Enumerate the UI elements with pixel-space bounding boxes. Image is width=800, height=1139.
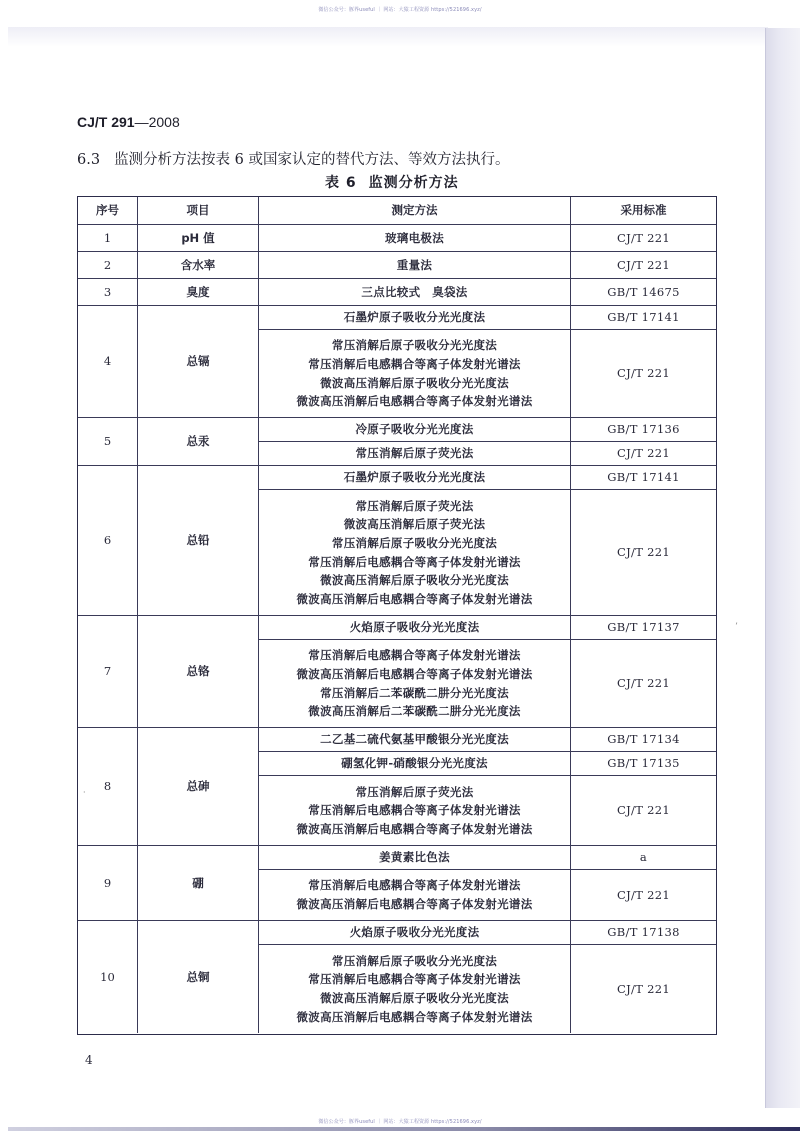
standard-cell: CJ/T 221 bbox=[571, 640, 716, 728]
row-number-cell: 8 bbox=[78, 728, 138, 846]
method-line: 微波高压消解后原子荧光法 bbox=[343, 517, 486, 532]
method-cell bbox=[259, 442, 571, 466]
method-line: 二乙基二硫代氨基甲酸银分光光度法 bbox=[320, 732, 509, 747]
header-standard: 采用标准 bbox=[571, 197, 716, 225]
method-line: 玻璃电极法 bbox=[385, 230, 444, 245]
method-line: 常压消解后原子吸收分光光度法 bbox=[331, 535, 498, 550]
table-caption bbox=[325, 172, 459, 192]
standard-cell: GB/T 17136 bbox=[571, 418, 716, 442]
row-item-cell: pH 值 bbox=[138, 225, 259, 252]
method-line: 微波高压消解后二苯碳酰二肼分光光度法 bbox=[308, 704, 521, 719]
method-line: 三点比较式 臭袋法 bbox=[361, 284, 468, 299]
method-line: 常压消解后电感耦合等离子体发射光谱法 bbox=[308, 972, 521, 987]
row-item-cell: 臭度 bbox=[138, 279, 259, 306]
method-line: 微波高压消解后电感耦合等离子体发射光谱法 bbox=[296, 394, 533, 409]
method-line: 常压消解后电感耦合等离子体发射光谱法 bbox=[308, 554, 521, 569]
standard-cell: GB/T 17141 bbox=[571, 466, 716, 490]
clause-number: 6.3 bbox=[77, 152, 101, 168]
scan-page-edge-bottom bbox=[8, 1127, 800, 1131]
method-line: 常压消解后电感耦合等离子体发射光谱法 bbox=[308, 356, 521, 371]
method-cell bbox=[259, 490, 571, 616]
row-item-cell: 总砷 bbox=[138, 728, 259, 846]
row-item-cell: 总铜 bbox=[138, 921, 259, 1033]
row-item-cell: 总镉 bbox=[138, 306, 259, 418]
row-number-cell: 10 bbox=[78, 921, 138, 1033]
method-line: 微波高压消解后原子吸收分光光度法 bbox=[320, 573, 509, 588]
method-line: 常压消解后原子吸收分光光度法 bbox=[331, 953, 498, 968]
standard-cell: GB/T 17138 bbox=[571, 921, 716, 945]
method-line: 微波高压消解后电感耦合等离子体发射光谱法 bbox=[296, 666, 533, 681]
standard-cell: CJ/T 221 bbox=[571, 225, 716, 252]
method-cell bbox=[259, 945, 571, 1033]
method-line: 微波高压消解后电感耦合等离子体发射光谱法 bbox=[296, 897, 533, 911]
method-line: 重量法 bbox=[396, 257, 433, 272]
method-cell bbox=[259, 776, 571, 846]
method-cell bbox=[259, 418, 571, 442]
row-number-cell: 2 bbox=[78, 252, 138, 279]
row-number-cell: 1 bbox=[78, 225, 138, 252]
method-line: 常压消解后原子荧光法 bbox=[355, 498, 474, 513]
method-cell bbox=[259, 306, 571, 330]
method-cell bbox=[259, 752, 571, 776]
method-cell bbox=[259, 640, 571, 728]
row-item-cell: 总汞 bbox=[138, 418, 259, 466]
standard-code: CJ/T 291 bbox=[77, 114, 135, 130]
standard-cell: CJ/T 221 bbox=[571, 870, 716, 921]
clause-6-3 bbox=[77, 148, 510, 169]
method-line: 微波高压消解后电感耦合等离子体发射光谱法 bbox=[296, 591, 533, 606]
method-cell bbox=[259, 728, 571, 752]
table-caption-title: 监测分析方法 bbox=[368, 175, 459, 191]
row-number-cell: 3 bbox=[78, 279, 138, 306]
method-line: 常压消解后电感耦合等离子体发射光谱法 bbox=[308, 648, 521, 663]
method-cell bbox=[259, 330, 571, 418]
standard-cell: CJ/T 221 bbox=[571, 776, 716, 846]
method-line: 微波高压消解后原子吸收分光光度法 bbox=[320, 375, 509, 390]
scan-speck: · bbox=[83, 788, 86, 797]
standard-cell: CJ/T 221 bbox=[571, 252, 716, 279]
method-line: 硼氢化钾-硝酸银分光光度法 bbox=[341, 756, 488, 771]
standard-cell: GB/T 17137 bbox=[571, 616, 716, 640]
row-number-cell: 9 bbox=[78, 846, 138, 921]
standard-year: —2008 bbox=[134, 114, 180, 130]
standard-cell: CJ/T 221 bbox=[571, 330, 716, 418]
method-line: 常压消解后二苯碳酰二肼分光光度法 bbox=[320, 685, 509, 700]
row-number-cell: 6 bbox=[78, 466, 138, 616]
method-cell bbox=[259, 466, 571, 490]
row-number-cell: 4 bbox=[78, 306, 138, 418]
standard-header bbox=[77, 114, 180, 130]
row-item-cell: 硼 bbox=[138, 846, 259, 921]
method-line: 常压消解后原子荧光法 bbox=[355, 446, 474, 461]
method-cell bbox=[259, 225, 571, 252]
method-line: 冷原子吸收分光光度法 bbox=[355, 422, 474, 437]
row-item-cell: 含水率 bbox=[138, 252, 259, 279]
method-line: 微波高压消解后电感耦合等离子体发射光谱法 bbox=[296, 821, 533, 836]
header-method: 测定方法 bbox=[259, 197, 571, 225]
standard-cell: CJ/T 221 bbox=[571, 490, 716, 616]
page-number: 4 bbox=[85, 1053, 93, 1067]
method-line: 火焰原子吸收分光光度法 bbox=[349, 620, 480, 635]
standard-cell: GB/T 17141 bbox=[571, 306, 716, 330]
method-cell bbox=[259, 279, 571, 306]
header-no: 序号 bbox=[78, 197, 138, 225]
standard-cell: GB/T 17134 bbox=[571, 728, 716, 752]
scan-shadow-top bbox=[8, 27, 768, 47]
method-line: 常压消解后电感耦合等离子体发射光谱法 bbox=[308, 878, 521, 893]
standard-cell: CJ/T 221 bbox=[617, 981, 670, 996]
method-line: 姜黄素比色法 bbox=[379, 850, 450, 865]
method-line: 石墨炉原子吸收分光光度法 bbox=[343, 310, 486, 325]
scan-speck: ʼ bbox=[735, 622, 738, 631]
table-caption-label: 表 6 bbox=[325, 175, 357, 191]
row-number-cell: 5 bbox=[78, 418, 138, 466]
monitoring-methods-table bbox=[77, 196, 717, 1035]
method-line: 微波高压消解后电感耦合等离子体发射光谱法 bbox=[296, 1009, 533, 1024]
watermark-top: 微信公众号：豚界useful ｜ 网站：大猿工程资源 https://521696.xyz/ bbox=[318, 7, 482, 13]
method-cell bbox=[259, 846, 571, 870]
method-cell bbox=[259, 921, 571, 945]
row-number-cell: 7 bbox=[78, 616, 138, 728]
method-line: 微波高压消解后原子吸收分光光度法 bbox=[320, 991, 509, 1005]
method-line: 常压消解后原子吸收分光光度法 bbox=[331, 338, 498, 353]
standard-cell: CJ/T 221 bbox=[571, 442, 716, 466]
standard-cell: a bbox=[571, 846, 716, 870]
header-item: 项目 bbox=[138, 197, 259, 225]
scan-page-edge-right bbox=[765, 28, 800, 1108]
method-line: 常压消解后电感耦合等离子体发射光谱法 bbox=[308, 803, 521, 818]
clause-text: 监测分析方法按表 6 或国家认定的替代方法、等效方法执行。 bbox=[114, 152, 510, 168]
row-item-cell: 总铬 bbox=[138, 616, 259, 728]
method-line: 常压消解后原子荧光法 bbox=[355, 784, 474, 799]
method-line: 火焰原子吸收分光光度法 bbox=[349, 925, 480, 940]
method-cell bbox=[259, 252, 571, 279]
method-line: 石墨炉原子吸收分光光度法 bbox=[343, 470, 486, 485]
method-cell bbox=[259, 616, 571, 640]
watermark-bottom: 微信公众号：豚界useful ｜ 网站：大猿工程资源 https://521696.xyz/ bbox=[318, 1119, 482, 1125]
standard-cell: GB/T 17135 bbox=[571, 752, 716, 776]
row-item-cell: 总铅 bbox=[138, 466, 259, 616]
method-cell bbox=[259, 870, 571, 921]
standard-cell: GB/T 14675 bbox=[571, 279, 716, 306]
